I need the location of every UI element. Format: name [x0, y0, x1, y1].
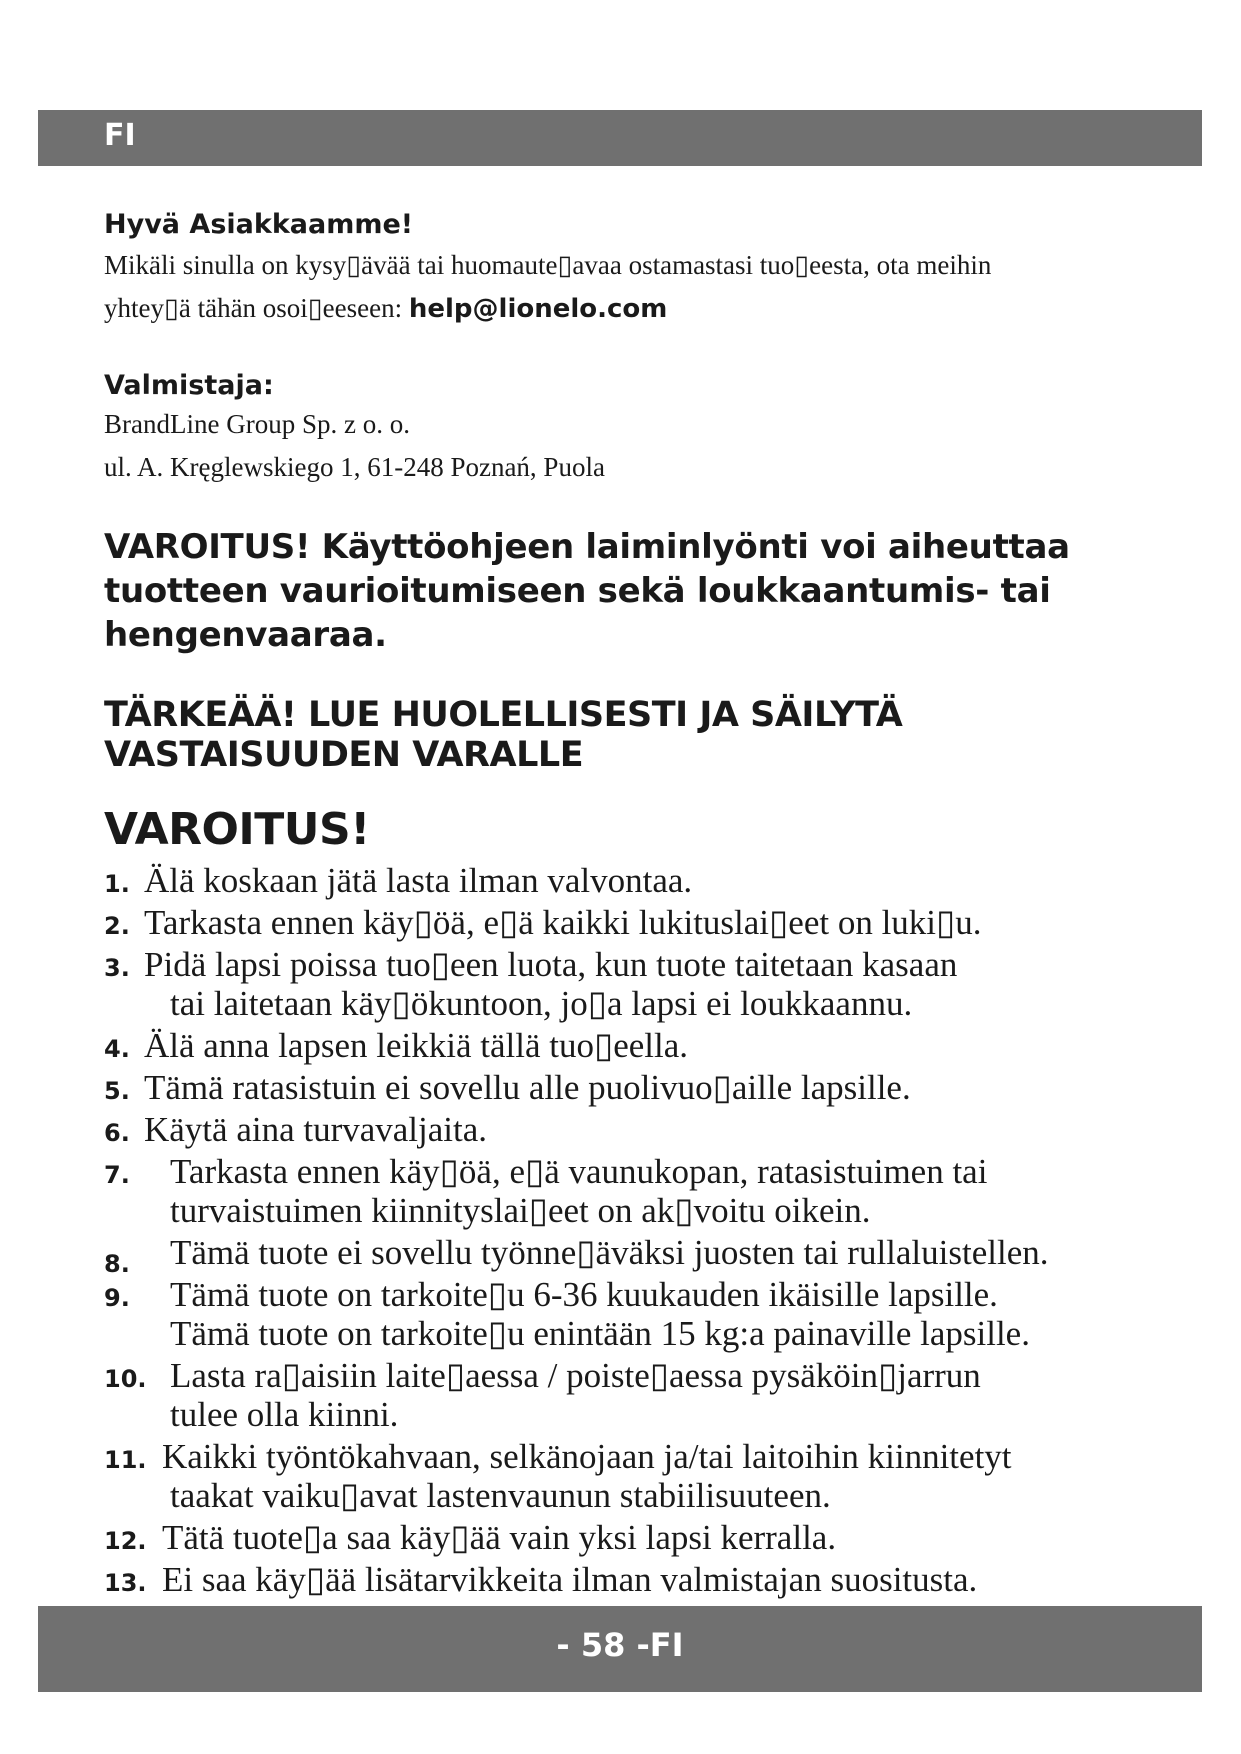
item-text: Tarkasta ennen käy▯öä, e▯ä vaunukopan, ratasistuimen tai [170, 1152, 988, 1191]
support-email-link[interactable]: help@lionelo.com [408, 294, 668, 324]
list-item [104, 903, 1194, 942]
list-item [104, 861, 1194, 900]
warning-heading: VAROITUS! [104, 804, 370, 855]
item-text-cont: turvaistuimen kiinnityslai▯eet on ak▯voitu oikein. [170, 1191, 871, 1230]
item-number: 7. [104, 1161, 130, 1189]
item-number: 10. [104, 1365, 147, 1393]
list-item [104, 1152, 1194, 1230]
item-text: Tämä tuote on tarkoite▯u 6-36 kuukauden ikäisille lapsille. [170, 1275, 998, 1314]
item-text: Kaikki työntökahvaan, selkänojaan ja/tai laitoihin kiinnitetyt [162, 1437, 1012, 1476]
main-warning: VAROITUS! Käyttöohjeen laiminlyönti voi aiheuttaa tuotteen vaurioitumiseen sekä loukkaantumis- tai hengenvaaraa. [104, 527, 1070, 655]
item-number: 4. [104, 1035, 130, 1063]
important-notice: TÄRKEÄÄ! LUE HUOLELLISESTI JA SÄILYTÄ VASTAISUUDEN VARALLE [104, 695, 903, 775]
item-number: 2. [104, 912, 130, 940]
item-text: Älä anna lapsen leikkiä tällä tuo▯eella. [144, 1026, 689, 1065]
item-text: Älä koskaan jätä lasta ilman valvontaa. [144, 861, 693, 900]
item-text-cont: tai laitetaan käy▯ökuntoon, jo▯a lapsi ei loukkaannu. [170, 984, 913, 1023]
language-code: FI [104, 118, 136, 153]
item-text-cont: Tämä tuote on tarkoite▯u enintään 15 kg:a painaville lapsille. [170, 1314, 1030, 1353]
item-number: 1. [104, 870, 130, 898]
list-item [104, 1560, 1194, 1599]
item-number: 11. [104, 1446, 147, 1474]
list-item [104, 1518, 1194, 1557]
list-item [104, 1068, 1194, 1107]
footer-bar [38, 1606, 1202, 1692]
list-item [104, 1356, 1194, 1434]
item-text-cont: tulee olla kiinni. [170, 1395, 399, 1434]
item-number: 9. [104, 1284, 130, 1312]
manufacturer-address: ul. A. Kręglewskiego 1, 61-248 Poznań, Puola [104, 452, 605, 482]
greeting-text [104, 244, 1194, 331]
list-item [104, 1437, 1194, 1515]
item-text: Tätä tuote▯a saa käy▯ää vain yksi lapsi kerralla. [162, 1518, 837, 1557]
item-number: 3. [104, 954, 130, 982]
list-item [104, 1110, 1194, 1149]
list-item [104, 945, 1194, 1023]
safety-rules-list [104, 861, 1194, 1599]
list-item [104, 1275, 1194, 1353]
manufacturer-title: Valmistaja: [104, 370, 274, 401]
item-text: Ei saa käy▯ää lisätarvikkeita ilman valmistajan suositusta. [162, 1560, 978, 1599]
page-number: - 58 -FI [556, 1626, 684, 1664]
page-content [104, 200, 1194, 1602]
manufacturer-name: BrandLine Group Sp. z o. o. [104, 409, 410, 439]
item-number: 8. [104, 1250, 130, 1278]
item-text: Lasta ra▯aisiin laite▯aessa / poiste▯aessa pysäköin▯jarrun [170, 1356, 981, 1395]
item-number: 12. [104, 1527, 147, 1555]
item-number: 6. [104, 1119, 130, 1147]
item-text: Pidä lapsi poissa tuo▯een luota, kun tuote taitetaan kasaan [144, 945, 958, 984]
greeting-line-1: Mikäli sinulla on kysy▯ävää tai huomaute▯avaa ostamastasi tuo▯eesta, ota meihin [104, 250, 992, 280]
item-text: Tarkasta ennen käy▯öä, e▯ä kaikki lukituslai▯eet on luki▯u. [144, 903, 982, 942]
list-item [104, 1026, 1194, 1065]
item-text: Tämä tuote ei sovellu työnne▯äväksi juosten tai rullaluistellen. [170, 1233, 1049, 1272]
item-number: 13. [104, 1569, 147, 1597]
item-text: Tämä ratasistuin ei sovellu alle puolivuo▯aille lapsille. [144, 1068, 911, 1107]
item-text: Käytä aina turvavaljaita. [144, 1110, 488, 1149]
item-text-cont: taakat vaiku▯avat lastenvaunun stabiilisuuteen. [170, 1476, 831, 1515]
greeting-line-2: yhtey▯ä tähän osoi▯eeseen: [104, 293, 409, 323]
greeting-title: Hyvä Asiakkaamme! [104, 209, 414, 240]
item-number: 5. [104, 1077, 130, 1105]
header-bar [38, 110, 1202, 166]
list-item [104, 1233, 1194, 1278]
